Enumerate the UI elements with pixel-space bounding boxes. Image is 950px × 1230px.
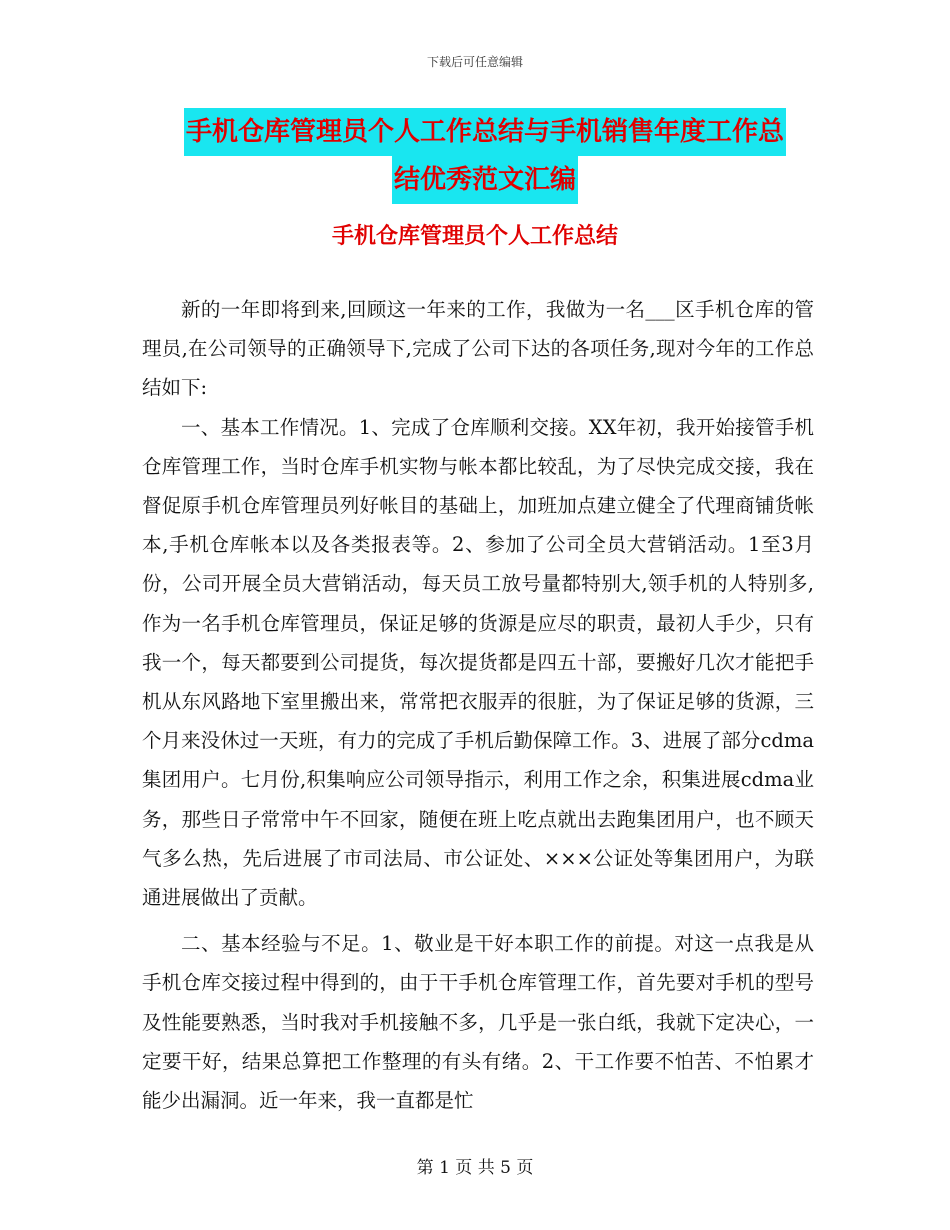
document-title-line-2: 结优秀范文汇编	[392, 156, 578, 204]
document-title-line-1: 手机仓库管理员个人工作总结与手机销售年度工作总	[184, 108, 786, 156]
body-text	[142, 290, 814, 1120]
section-title: 手机仓库管理员个人工作总结	[331, 224, 618, 249]
paragraph-3: 二、基本经验与不足。1、敬业是干好本职工作的前提。对这一点我是从手机仓库交接过程中得到的，由于干手机仓库管理工作，首先要对手机的型号及性能要熟悉，当时我对手机接触不多，几乎是一张白纸，我就下定决心，一定要干好，结果总算把工作整理的有头有绪。2、干工作要不怕苦、不怕累才能少出漏洞。近一年来，我一直都是忙	[142, 932, 814, 1113]
paragraph-2: 一、基本工作情况。1、完成了仓库顺利交接。XX年初，我开始接管手机仓库管理工作，当时仓库手机实物与帐本都比较乱，为了尽快完成交接，我在督促原手机仓库管理员列好帐目的基础上，加班加点建立健全了代理商铺货帐本,手机仓库帐本以及各类报表等。2、参加了公司全员大营销活动。1至3月份，公司开展全员大营销活动，每天员工放号量都特别大,领手机的人特别多,作为一名手机仓库管理员，保证足够的货源是应尽的职责，最初人手少，只有我一个，每天都要到公司提货，每次提货都是四五十部，要搬好几次才能把手机从东风路地下室里搬出来，常常把衣服弄的很脏，为了保证足够的货源，三个月来没休过一天班，有力的完成了手机后勤保障工作。3、进展了部分cdma集团用户。七月份,积集响应公司领导指示，利用工作之余，积集进展cdma业务，那些日子常常中午不回家，随便在班上吃点就出去跑集团用户，也不顾天气多么热，先后进展了市司法局、市公证处、×××公证处等集团用户，为联通进展做出了贡献。	[142, 415, 814, 910]
header-note: 下载后可任意编辑	[426, 55, 523, 69]
document-title	[140, 108, 830, 204]
page-number: 第 1 页 共 5 页	[416, 1158, 534, 1178]
paragraph-1: 新的一年即将到来,回顾这一年来的工作，我做为一名___区手机仓库的管理员,在公司领导的正确领导下,完成了公司下达的各项任务,现对今年的工作总结如下:	[142, 298, 814, 400]
